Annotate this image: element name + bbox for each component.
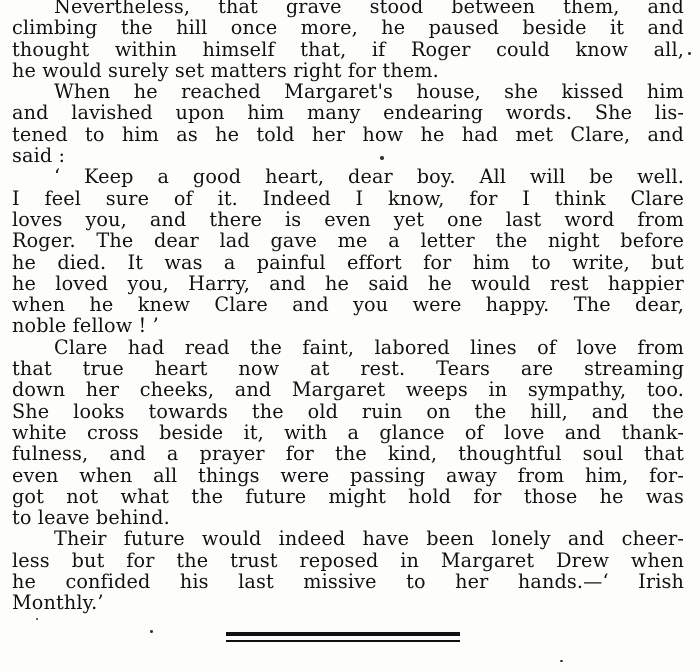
- text-line: he died. It was a painful effort for him to write, but: [12, 250, 684, 274]
- text-line: Clare had read the faint, labored lines of love from: [54, 335, 684, 359]
- end-rule-thick: [226, 632, 460, 636]
- text-line: fulness, and a prayer for the kind, thoughtful soul that: [12, 442, 684, 466]
- text-line: got not what the future might hold for those he was: [12, 484, 684, 508]
- text-line: loves you, and there is even yet one last word from: [12, 207, 684, 231]
- text-line: he loved you, Harry, and he said he would rest happier: [12, 271, 684, 295]
- text-line: down her cheeks, and Margaret weeps in sympathy, too.: [12, 378, 684, 402]
- print-speck: [36, 618, 38, 620]
- print-speck: [380, 156, 384, 160]
- text-line: when he knew Clare and you were happy. The dear,: [12, 293, 684, 317]
- print-speck: [560, 660, 563, 662]
- text-line: She looks towards the old ruin on the hill, and the: [12, 399, 684, 423]
- print-speck: [150, 630, 153, 633]
- end-rule-thin: [226, 640, 460, 642]
- text-line: I feel sure of it. Indeed I know, for I think Clare: [12, 186, 684, 210]
- text-line: When he reached Margaret's house, she kissed him: [54, 80, 684, 104]
- text-line: ‘ Keep a good heart, dear boy. All will be well.: [54, 165, 684, 189]
- text-line: he confided his last missive to her hands.—‘ Irish: [12, 570, 684, 594]
- text-line: Their future would indeed have been lonely and cheer-: [54, 527, 684, 551]
- text-line: noble fellow ! ’: [12, 314, 159, 338]
- text-line: said :: [12, 144, 66, 168]
- text-line: less but for the trust reposed in Margaret Drew when: [12, 548, 684, 572]
- text-line: tened to him as he told her how he had met Clare, and: [12, 122, 684, 146]
- print-speck: [688, 52, 691, 55]
- article-text: [12, 0, 684, 614]
- text-line: white cross beside it, with a glance of love and thank-: [12, 420, 684, 444]
- text-line: climbing the hill once more, he paused beside it and: [12, 16, 684, 40]
- text-line: he would surely set matters right for them.: [12, 58, 439, 82]
- text-line: to leave behind.: [12, 506, 170, 530]
- text-line: Monthly.’: [12, 591, 104, 615]
- text-line: thought within himself that, if Roger could know all,: [12, 37, 684, 61]
- text-line: and lavished upon him many endearing words. She lis-: [12, 101, 684, 125]
- text-line: Roger. The dear lad gave me a letter the night before: [12, 229, 684, 253]
- text-line: that true heart now at rest. Tears are streaming: [12, 357, 684, 381]
- text-line: Nevertheless, that grave stood between them, and: [54, 0, 684, 18]
- text-line: even when all things were passing away from him, for-: [12, 463, 684, 487]
